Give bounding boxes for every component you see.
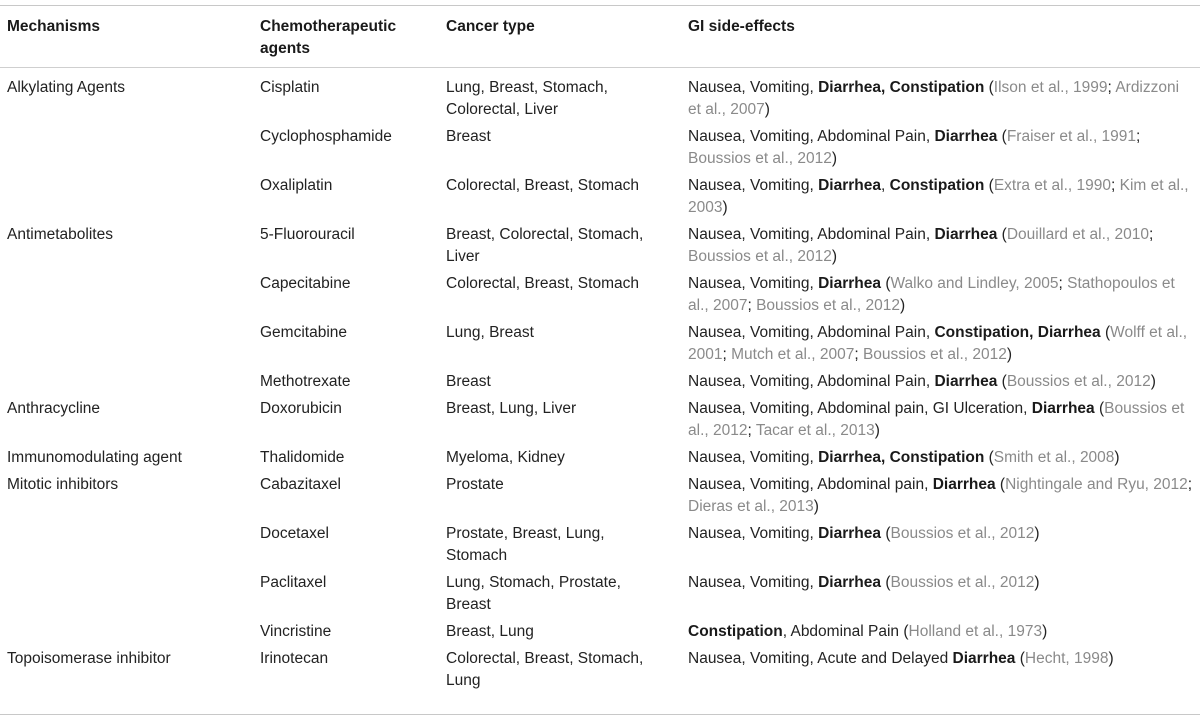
effect-text: ) bbox=[831, 150, 838, 167]
header-divider bbox=[0, 67, 1200, 68]
citation-link[interactable]: Boussios et al., 2012 bbox=[890, 525, 1035, 542]
effect-text: , bbox=[881, 177, 890, 194]
table-bottom-rule bbox=[0, 714, 1200, 715]
effect-text: ; bbox=[722, 346, 732, 363]
bold-effect: Constipation bbox=[688, 623, 783, 640]
cancer-type-cell: Myeloma, Kidney bbox=[446, 449, 565, 466]
mechanism-cell: Topoisomerase inhibitor bbox=[7, 650, 171, 667]
cancer-type-cell: Colorectal, Breast, Stomach, Lung bbox=[446, 650, 644, 689]
bold-effect: Diarrhea bbox=[1031, 400, 1095, 417]
agent-cell: Doxorubicin bbox=[260, 400, 342, 417]
effect-text: ( bbox=[1094, 400, 1105, 417]
citation-link[interactable]: Douillard et al., 2010 bbox=[1006, 226, 1149, 243]
bold-effect: Diarrhea bbox=[934, 373, 998, 390]
header-gi-side-effects: GI side-effects bbox=[688, 18, 795, 35]
agent-cell: Thalidomide bbox=[260, 449, 345, 466]
cancer-type-cell: Lung, Stomach, Prostate, Breast bbox=[446, 574, 621, 613]
gi-side-effects-cell bbox=[688, 447, 1193, 469]
effect-text: ( bbox=[997, 373, 1007, 390]
header-mechanisms: Mechanisms bbox=[7, 18, 101, 35]
cancer-type-cell: Lung, Breast bbox=[446, 324, 534, 341]
agent-cell: Capecitabine bbox=[260, 275, 351, 292]
mechanism-cell: Antimetabolites bbox=[7, 226, 113, 243]
gi-side-effects-cell bbox=[688, 648, 1193, 670]
agent-cell: Docetaxel bbox=[260, 525, 329, 542]
cancer-type-cell: Prostate, Breast, Lung, Stomach bbox=[446, 525, 605, 564]
effect-text: Nausea, Vomiting, bbox=[688, 525, 819, 542]
effect-text: Nausea, Vomiting, Abdominal Pain, bbox=[688, 128, 935, 145]
agent-cell: Gemcitabine bbox=[260, 324, 348, 341]
effect-text: Nausea, Vomiting, bbox=[688, 574, 819, 591]
cancer-type-cell: Breast, Lung, Liver bbox=[446, 400, 577, 417]
mechanism-cell: Immunomodulating agent bbox=[7, 449, 182, 466]
effect-text: ) bbox=[813, 498, 819, 515]
bold-effect: Diarrhea bbox=[952, 650, 1016, 667]
effect-text: ( bbox=[1100, 324, 1111, 341]
effect-text: ) bbox=[764, 101, 770, 118]
gi-side-effects-cell bbox=[688, 371, 1193, 393]
effect-text: ) bbox=[1034, 525, 1040, 542]
effect-text: ( bbox=[997, 128, 1007, 145]
effect-text: Nausea, Vomiting, bbox=[688, 449, 819, 466]
bold-effect: Diarrhea bbox=[934, 226, 998, 243]
table-top-rule bbox=[0, 5, 1200, 6]
agent-cell: 5-Fluorouracil bbox=[260, 226, 355, 243]
citation-link[interactable]: Ardizzoni et al., 2007 bbox=[688, 79, 1180, 118]
citation-link[interactable]: Boussios et al., 2012 bbox=[890, 574, 1035, 591]
bold-effect: Diarrhea bbox=[932, 476, 996, 493]
effect-text: ) bbox=[1042, 623, 1048, 640]
effect-text: ) bbox=[722, 199, 728, 216]
agent-cell: Cisplatin bbox=[260, 79, 320, 96]
effect-text: Nausea, Vomiting, bbox=[688, 275, 819, 292]
citation-link[interactable]: Boussios et al., 2012 bbox=[688, 248, 832, 265]
citation-link[interactable]: Wolff et al., 2001 bbox=[688, 324, 1188, 363]
gi-side-effects-cell bbox=[688, 572, 1193, 594]
agent-cell: Methotrexate bbox=[260, 373, 351, 390]
gi-side-effects-cell bbox=[688, 126, 1193, 170]
effect-text: ) bbox=[1006, 346, 1013, 363]
effect-text: ) bbox=[1114, 449, 1120, 466]
effect-text: Nausea, Vomiting, Abdominal Pain, bbox=[688, 324, 935, 341]
mechanism-cell: Alkylating Agents bbox=[7, 79, 126, 96]
gi-side-effects-cell bbox=[688, 224, 1193, 268]
citation-link[interactable]: Boussios et al., 2012 bbox=[756, 297, 900, 314]
gi-side-effects-cell bbox=[688, 398, 1193, 442]
bold-effect: Constipation, Diarrhea bbox=[934, 324, 1101, 341]
gi-side-effects-cell bbox=[688, 175, 1193, 219]
effect-text: Nausea, Vomiting, Acute and Delayed bbox=[688, 650, 953, 667]
effect-text: ; bbox=[1058, 275, 1068, 292]
header-agents: Chemotherapeutic agents bbox=[260, 18, 397, 57]
effect-text: ) bbox=[1034, 574, 1040, 591]
cancer-type-cell: Breast, Lung bbox=[446, 623, 534, 640]
citation-link[interactable]: Tacar et al., 2013 bbox=[755, 422, 875, 439]
effect-text: ( bbox=[881, 275, 891, 292]
effect-text: ; bbox=[747, 297, 757, 314]
effect-text: Nausea, Vomiting, Abdominal pain, GI Ulceration, bbox=[688, 400, 1032, 417]
citation-link[interactable]: Holland et al., 1973 bbox=[908, 623, 1043, 640]
cancer-type-cell: Lung, Breast, Stomach, Colorectal, Liver bbox=[446, 79, 608, 118]
effect-text: ( bbox=[984, 79, 994, 96]
agent-cell: Paclitaxel bbox=[260, 574, 327, 591]
cancer-type-cell: Breast bbox=[446, 128, 491, 145]
bold-effect: Diarrhea bbox=[818, 574, 882, 591]
agent-cell: Irinotecan bbox=[260, 650, 329, 667]
effect-text: Nausea, Vomiting, bbox=[688, 79, 819, 96]
citation-link[interactable]: Fraiser et al., 1991 bbox=[1006, 128, 1137, 145]
bold-effect: Diarrhea bbox=[934, 128, 998, 145]
citation-link[interactable]: Boussios et al., 2012 bbox=[1006, 373, 1151, 390]
effect-text: ) bbox=[1108, 650, 1114, 667]
cancer-type-cell: Colorectal, Breast, Stomach bbox=[446, 177, 639, 194]
effect-text: ( bbox=[881, 574, 891, 591]
cancer-type-cell: Prostate bbox=[446, 476, 504, 493]
effect-text: ; bbox=[1148, 226, 1154, 243]
agent-cell: Cabazitaxel bbox=[260, 476, 341, 493]
gi-side-effects-cell bbox=[688, 273, 1193, 317]
effect-text: Nausea, Vomiting, Abdominal pain, bbox=[688, 476, 933, 493]
effect-text: ) bbox=[874, 422, 880, 439]
effect-text: ( bbox=[1015, 650, 1025, 667]
cancer-type-cell: Breast, Colorectal, Stomach, Liver bbox=[446, 226, 644, 265]
effect-text: ( bbox=[881, 525, 891, 542]
agent-cell: Cyclophosphamide bbox=[260, 128, 392, 145]
bold-effect: Constipation bbox=[889, 177, 985, 194]
effect-text: ( bbox=[995, 476, 1006, 493]
agent-cell: Vincristine bbox=[260, 623, 332, 640]
effect-text: ; bbox=[1107, 79, 1116, 96]
citation-link[interactable]: Hecht, 1998 bbox=[1024, 650, 1109, 667]
citation-link[interactable]: Dieras et al., 2013 bbox=[688, 498, 814, 515]
bold-effect: Diarrhea bbox=[818, 525, 882, 542]
effect-text: Nausea, Vomiting, Abdominal Pain, bbox=[688, 226, 935, 243]
citation-link[interactable]: Boussios et al., 2012 bbox=[688, 150, 832, 167]
mechanism-cell: Mitotic inhibitors bbox=[7, 476, 119, 493]
citation-link[interactable]: Kim et al., 2003 bbox=[688, 177, 1189, 216]
bold-effect: Diarrhea bbox=[818, 177, 882, 194]
citation-link[interactable]: Boussios et al., 2012 bbox=[688, 400, 1185, 439]
gi-side-effects-cell bbox=[688, 523, 1193, 545]
gi-side-effects-cell bbox=[688, 474, 1193, 518]
citation-link[interactable]: Extra et al., 1990 bbox=[993, 177, 1112, 194]
citation-link[interactable]: Walko and Lindley, 2005 bbox=[890, 275, 1059, 292]
effect-text: ) bbox=[831, 248, 838, 265]
citation-link[interactable]: Boussios et al., 2012 bbox=[862, 346, 1007, 363]
citation-link[interactable]: Mutch et al., 2007 bbox=[731, 346, 855, 363]
effect-text: ) bbox=[900, 297, 906, 314]
gi-side-effects-cell bbox=[688, 77, 1193, 121]
header-cancer-type: Cancer type bbox=[446, 18, 535, 35]
citation-link[interactable]: Smith et al., 2008 bbox=[993, 449, 1115, 466]
effect-text: ( bbox=[984, 177, 994, 194]
effect-text: ; bbox=[1187, 476, 1193, 493]
effect-text: , Abdominal Pain ( bbox=[782, 623, 909, 640]
bold-effect: Diarrhea, Constipation bbox=[818, 79, 985, 96]
effect-text: ( bbox=[984, 449, 994, 466]
mechanism-cell: Anthracycline bbox=[7, 400, 101, 417]
effect-text: ( bbox=[997, 226, 1007, 243]
effect-text: Nausea, Vomiting, Abdominal Pain, bbox=[688, 373, 935, 390]
effect-text: ; bbox=[1136, 128, 1141, 145]
citation-link[interactable]: Stathopoulos et al., 2007 bbox=[688, 275, 1175, 314]
bold-effect: Diarrhea bbox=[818, 275, 882, 292]
agent-cell: Oxaliplatin bbox=[260, 177, 333, 194]
effect-text: ; bbox=[854, 346, 863, 363]
cancer-type-cell: Colorectal, Breast, Stomach bbox=[446, 275, 639, 292]
effect-text: Nausea, Vomiting, bbox=[688, 177, 819, 194]
citation-link[interactable]: Ilson et al., 1999 bbox=[993, 79, 1108, 96]
cancer-type-cell: Breast bbox=[446, 373, 491, 390]
effect-text: ; bbox=[747, 422, 756, 439]
bold-effect: Diarrhea, Constipation bbox=[818, 449, 985, 466]
gi-side-effects-cell bbox=[688, 322, 1193, 366]
effect-text: ) bbox=[1150, 373, 1156, 390]
gi-side-effects-cell bbox=[688, 621, 1193, 643]
citation-link[interactable]: Nightingale and Ryu, 2012 bbox=[1005, 476, 1188, 493]
effect-text: ; bbox=[1111, 177, 1120, 194]
